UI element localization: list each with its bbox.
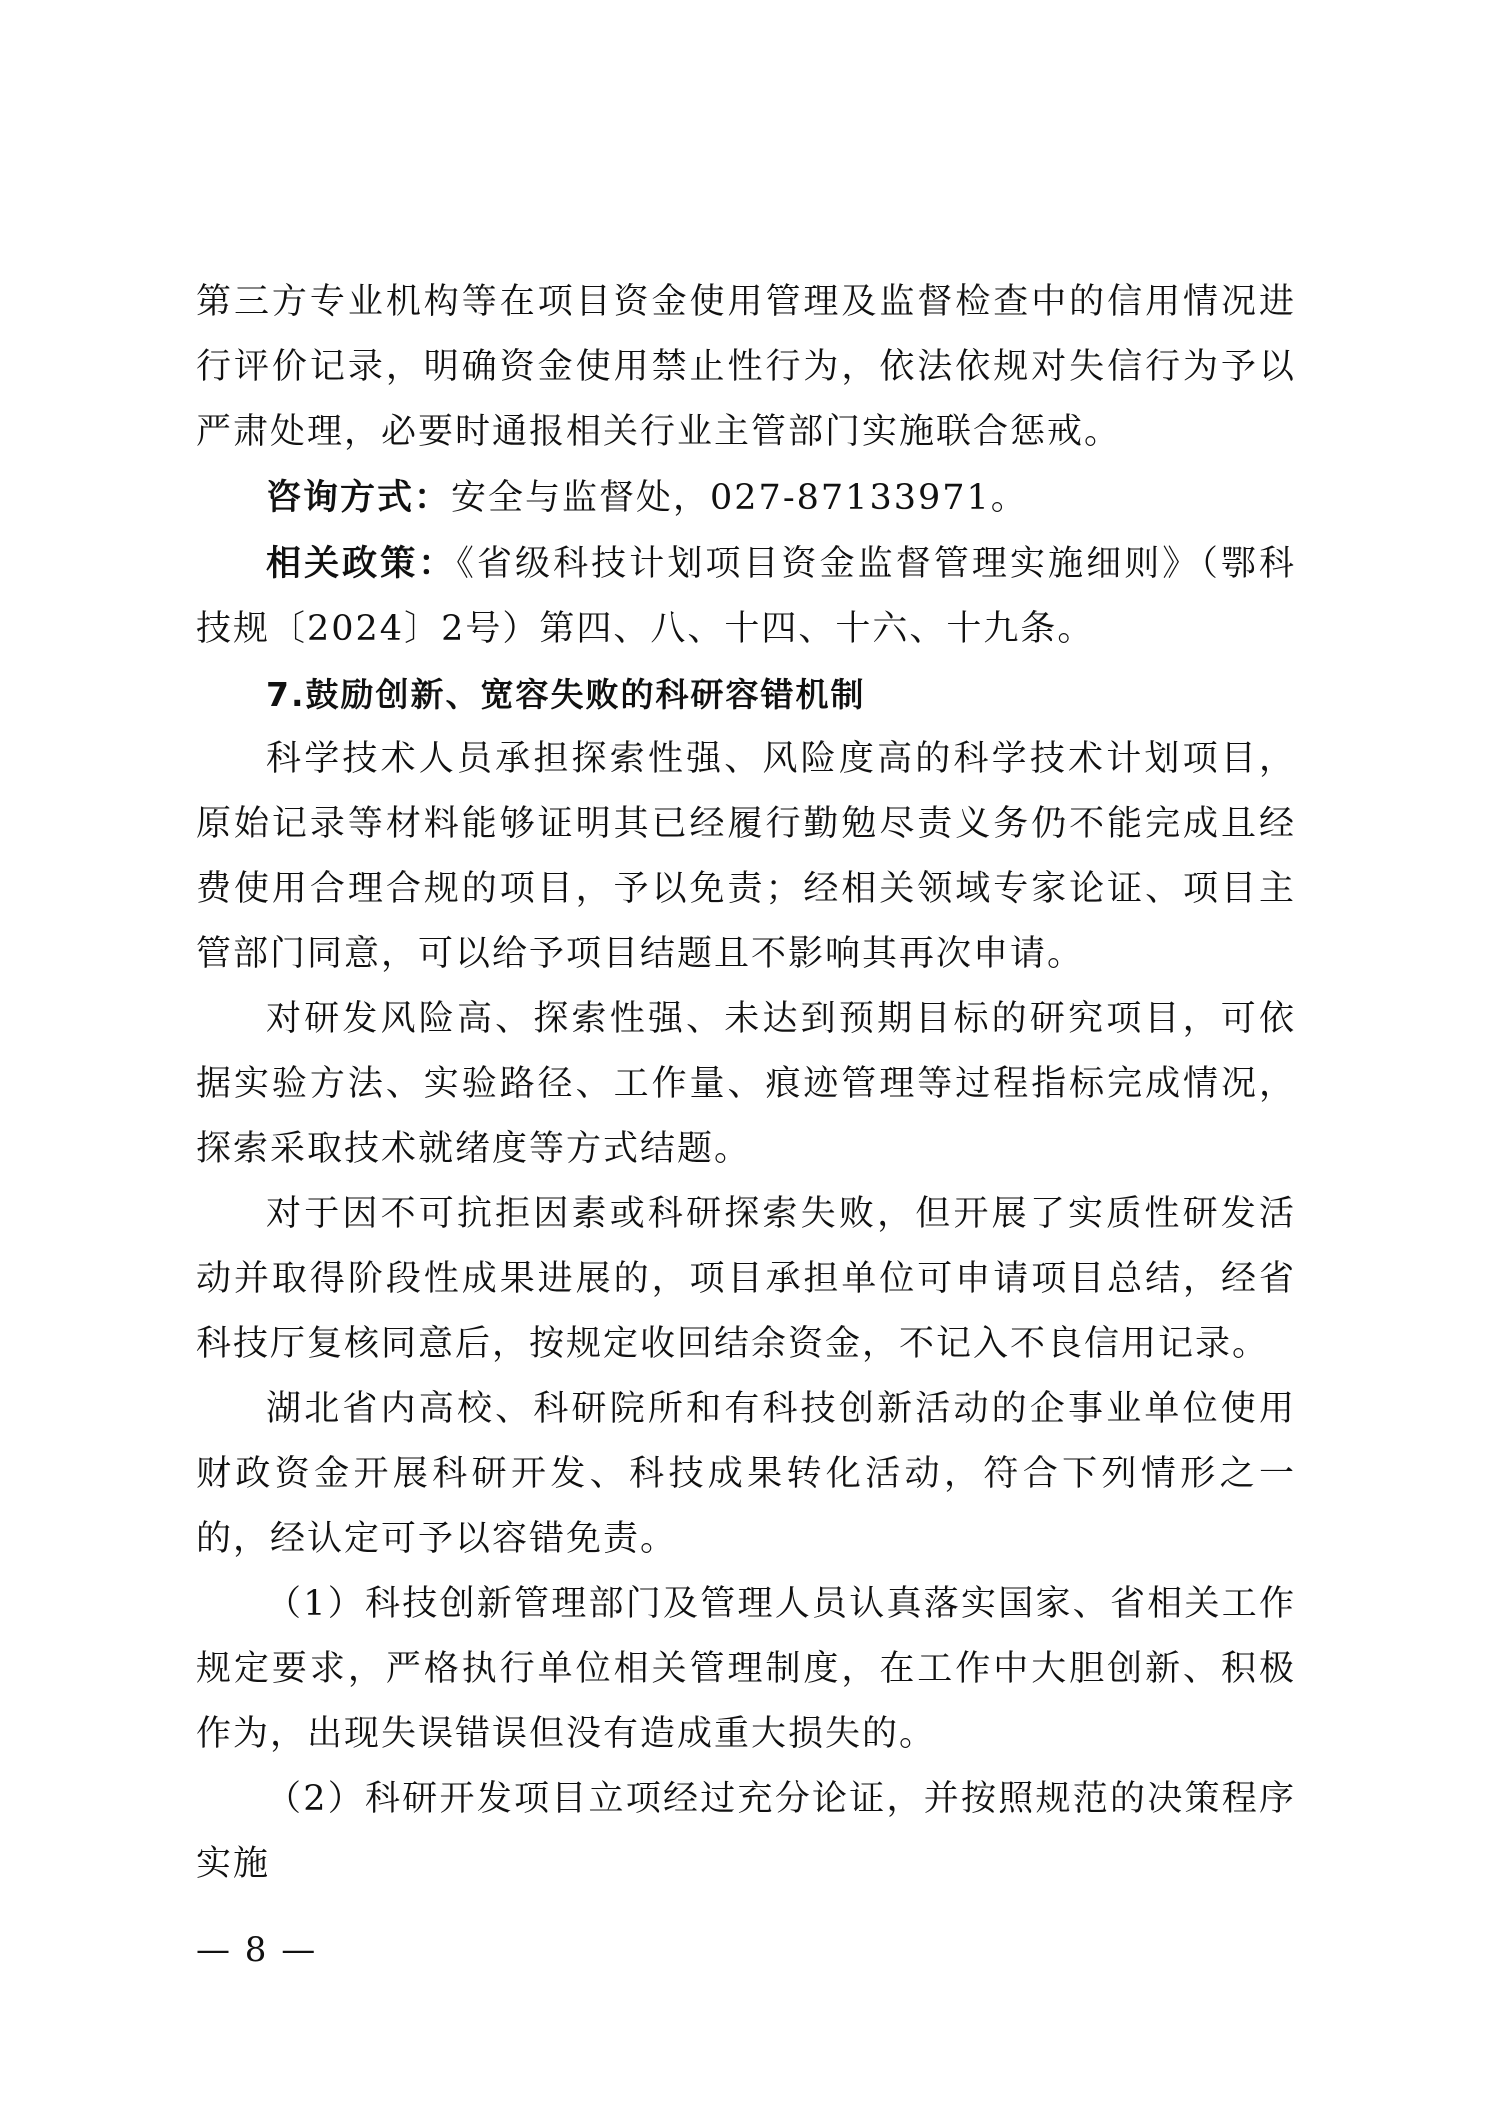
consult-line <box>196 465 1296 531</box>
paragraph-credit-record: 第三方专业机构等在项目资金使用管理及监督检查中的信用情况进行评价记录，明确资金使用禁止性行为，依法依规对失信行为予以严肃处理，必要时通报相关行业主管部门实施联合惩戒。 <box>196 282 1296 452</box>
paragraph-force-majeure: 对于因不可抗拒因素或科研探索失败，但开展了实质性研发活动并取得阶段性成果进展的，项目承担单位可申请项目总结，经省科技厅复核同意后，按规定收回结余资金，不记入不良信用记录。 <box>196 1194 1296 1364</box>
list-item-2: （2）科研开发项目立项经过充分论证，并按照规范的决策程序实施 <box>196 1779 1296 1884</box>
policy-label: 相关政策： <box>266 543 457 584</box>
document-body <box>196 270 1296 1897</box>
list-item-1: （1）科技创新管理部门及管理人员认真落实国家、省相关工作规定要求，严格执行单位相关管理制度，在工作中大胆创新、积极作为，出现失误错误但没有造成重大损失的。 <box>196 1584 1296 1754</box>
consult-text: 安全与监督处，027-87133971。 <box>451 478 1028 518</box>
paragraph-exemption: 科学技术人员承担探索性强、风险度高的科学技术计划项目，原始记录等材料能够证明其已经履行勤勉尽责义务仍不能完成且经费使用合理合规的项目，予以免责；经相关领域专家论证、项目主管部门同意，可以给予项目结题且不影响其再次申请。 <box>196 739 1296 974</box>
paragraph-fault-tolerance: 湖北省内高校、科研院所和有科技创新活动的企事业单位使用财政资金开展科研开发、科技成果转化活动，符合下列情形之一的，经认定可予以容错免责。 <box>196 1389 1296 1559</box>
section-heading: 7.鼓励创新、宽容失败的科研容错机制 <box>266 675 866 714</box>
consult-label: 咨询方式： <box>266 477 452 518</box>
paragraph-high-risk: 对研发风险高、探索性强、未达到预期目标的研究项目，可依据实验方法、实验路径、工作量、痕迹管理等过程指标完成情况，探索采取技术就绪度等方式结题。 <box>196 999 1296 1169</box>
policy-text: 《省级科技计划项目资金监督管理实施细则》（鄂科技规〔2024〕2号）第四、八、十四、十六、十九条。 <box>196 544 1296 649</box>
policy-line <box>196 531 1296 662</box>
page-number: — 8 — <box>196 1930 318 1970</box>
